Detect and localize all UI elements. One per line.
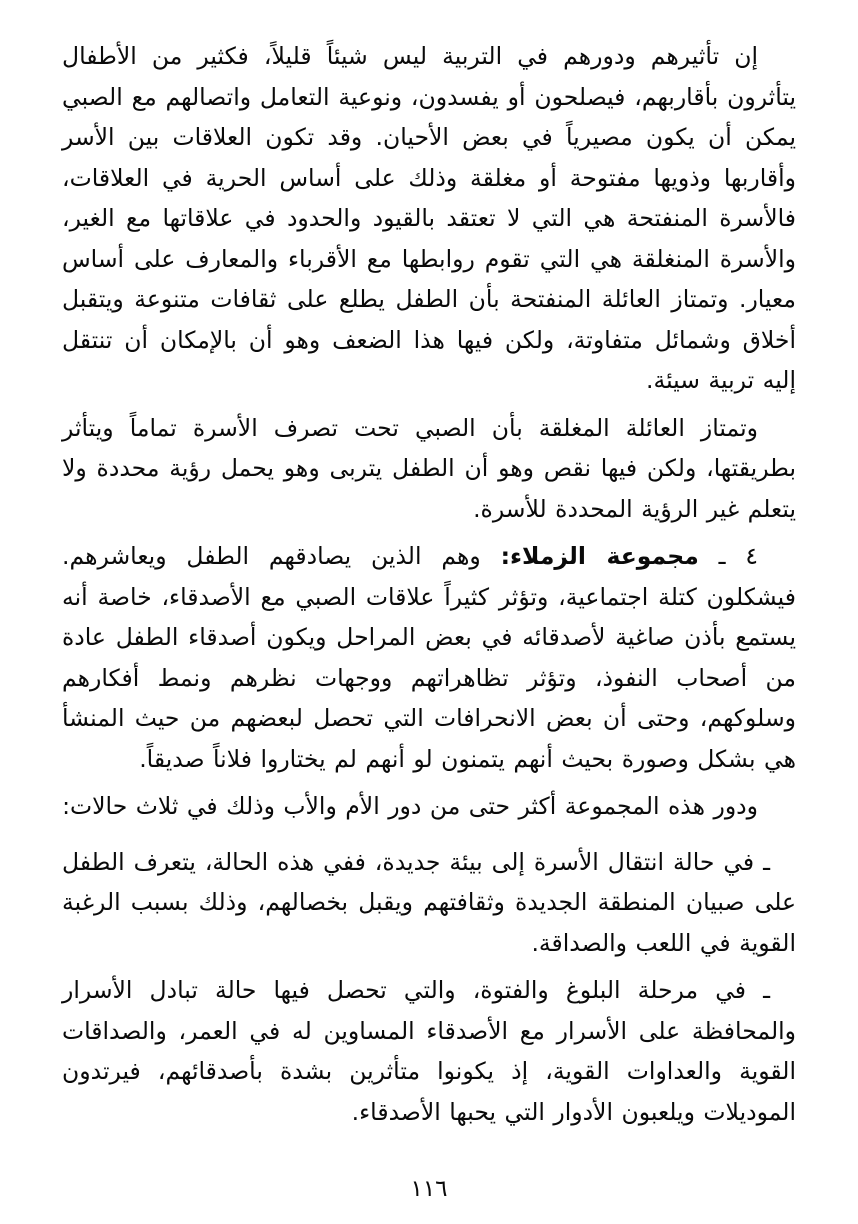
peer-group-heading: مجموعة الزملاء: — [500, 542, 699, 570]
paragraph-family-relations: إن تأثيرهم ودورهم في التربية ليس شيئاً قليلاً، فكثير من الأطفال يتأثرون بأقاربهم، فيصلحون أو يفسدون، ونوعية التعامل واتصالهم مع الصبي يمكن أن يكون مصيرياً في بعض الأحيان. وقد تكون العلاقات بين الأسر وأقاربها وذويها مفتوحة أو مغلقة وذلك على أساس الحرية في العلاقات، فالأسرة المنفتحة هي التي لا تعتقد بالقيود والحدود في علاقاتها مع الغير، والأسرة المنغلقة هي التي تقوم روابطها مع الأقرباء والمعارف على أساس معيار. وتمتاز العائلة المنفتحة بأن الطفل يطلع على ثقافات متنوعة ويتقبل أخلاق وشمائل متفاوتة، ولكن فيها هذا الضعف وهو أن بالإمكان أن تنتقل إليه تربية سيئة. — [62, 42, 796, 394]
page-number: ١١٦ — [410, 1176, 448, 1202]
paragraph-closed-family: وتمتاز العائلة المغلقة بأن الصبي تحت تصرف الأسرة تماماً ويتأثر بطريقتها، ولكن فيها نقص وهو أن الطفل يتربى وهو يحمل رؤية محددة ولا يتعلم غير الرؤية المحددة للأسرة. — [62, 413, 796, 523]
peer-group-body: وهم الذين يصادقهم الطفل ويعاشرهم. فيشكلون كتلة اجتماعية، وتؤثر كثيراً علاقات الصبي مع الأصدقاء، خاصة أنه يستمع بأذن صاغية لأصدقائه في بعض المراحل ويكون أصدقاء الطفل عادة من أصحاب النفوذ، وتؤثر تظاهراتهم ووجهات نظرهم ونمط أفكارهم وسلوكهم، وحتى أن بعض الانحرافات التي تحصل لبعضهم من حيث المنشأ هي بشكل وصورة بحيث أنهم يتمنون لو أنهم لم يختاروا فلاناً صديقاً. — [62, 542, 796, 773]
paragraph-group-role-intro: ودور هذه المجموعة أكثر حتى من دور الأم والأب وذلك في ثلاث حالات: — [62, 792, 758, 820]
list-item-number: ٤ ـ — [698, 542, 759, 570]
dash-item-new-environment: ـ في حالة انتقال الأسرة إلى بيئة جديدة، ففي هذه الحالة، يتعرف الطفل على صبيان المنطقة الجديدة وثقافتهم ويقبل بخصالهم، وذلك بسبب الرغبة القوية في اللعب والصداقة. — [62, 847, 796, 957]
dash-item-puberty-stage: ـ في مرحلة البلوغ والفتوة، والتي تحصل فيها حالة تبادل الأسرار والمحافظة على الأسرار مع الأصدقاء المساوين له في العمر، والصداقات القوية والعداوات القوية، إذ يكونوا متأثرين بشدة بأصدقائهم، فيرتدون الموديلات ويلعبون الأدوار التي يحبها الأصدقاء. — [62, 976, 796, 1126]
paragraph-peer-group — [62, 536, 796, 779]
